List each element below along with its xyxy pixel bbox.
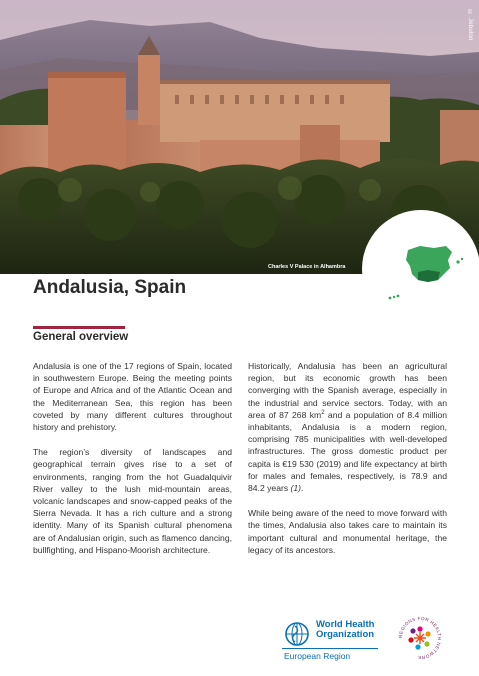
left-column <box>33 360 232 569</box>
paragraph: The region’s diversity of landscapes and geographical terrain gives rise to a set of environments, ranging from the hot Guadalquivir River valley to the lush mid-mountain areas, volcanic landscapes and snow-capped peaks of the Sierra Nevada. It has a rich culture and a strong identity. Many of its Spanish cultural phenomena are of Andalusian origin, such as flamenco dancing, bullfighting, and Hispano-Moorish architecture. <box>33 447 232 555</box>
who-logo <box>282 618 382 662</box>
paragraph-text: and a population of 8.4 million inhabitants, Andalusia is a modern region, comprising 785 municipalities with well-developed infrastructures. The gross domestic product per capita is €19 530 (2019) and life expectancy at birth for males and females, respectively, is 78.9 and 84.2 years <box>248 409 447 494</box>
rhn-logo <box>394 612 446 664</box>
photo-credit: © Jebulon <box>467 10 473 41</box>
rhn-logo-text: REGIONS FOR HEALTH NETWORK <box>397 615 443 661</box>
location-map <box>362 210 479 328</box>
who-name-line: World Health <box>316 619 375 630</box>
regions-for-health-network-icon <box>394 612 446 664</box>
who-region: European Region <box>284 651 351 661</box>
section-heading: General overview <box>33 331 129 343</box>
paragraph <box>248 360 447 494</box>
paragraph-text: . <box>301 483 304 494</box>
who-emblem-icon <box>282 620 312 648</box>
who-name <box>316 620 386 640</box>
divider <box>282 648 378 649</box>
paragraph: Andalusia is one of the 17 regions of Spain, located in southwestern Europe. Being the meeting points of Europe and Africa and of the Atlantic Ocean and the Mediterranean Sea, this region has been coveted by many different cultures throughout history and prehistory. <box>33 361 232 433</box>
paragraph-text: Historically, Andalusia has been an agricultural region, but its economic growth has been converging with the Spanish average, especially in the industrial and service sectors. Today, with an area of 87 268 km <box>248 361 447 420</box>
spain-andalusia-map-icon <box>362 210 479 328</box>
accent-rule <box>33 326 125 329</box>
page-title: Andalusia, Spain <box>33 277 187 298</box>
paragraph: While being aware of the need to move forward with the times, Andalusia also takes care to maintain its important cultural and monumental heritage, the legacy of its ancestors. <box>248 508 447 555</box>
reference: (1) <box>290 483 302 494</box>
superscript: 2 <box>321 409 325 416</box>
who-name-line: Organization <box>316 629 375 640</box>
photo-caption: Charles V Palace in Alhambra <box>268 264 346 270</box>
right-column <box>248 360 447 569</box>
